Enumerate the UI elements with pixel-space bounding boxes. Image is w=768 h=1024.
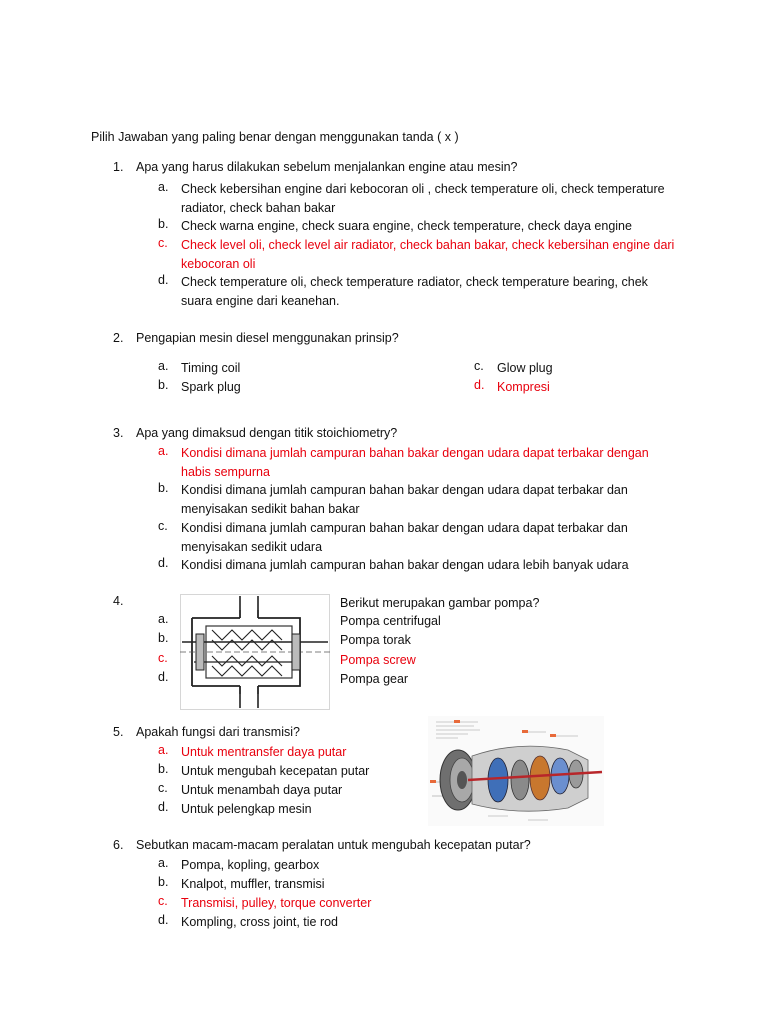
option-letter: b. bbox=[158, 875, 169, 889]
option-text: Timing coil bbox=[181, 361, 241, 375]
option-letter: a. bbox=[158, 612, 169, 626]
option-letter: d. bbox=[158, 670, 169, 684]
option-letter: c. bbox=[158, 894, 168, 908]
option-letter: d. bbox=[158, 556, 169, 570]
option-letter: b. bbox=[158, 378, 169, 392]
option-text: Check temperature oli, check temperature radiator, check temperature bearing, chek suara engine dari keanehan. bbox=[181, 275, 648, 308]
option-letter: d. bbox=[474, 378, 485, 392]
option-text: Spark plug bbox=[181, 380, 241, 394]
question-number: 6. bbox=[113, 838, 124, 852]
option-text: Kondisi dimana jumlah campuran bahan bakar dengan udara dapat terbakar dengan habis sempurna bbox=[181, 446, 649, 479]
option-text: Untuk pelengkap mesin bbox=[181, 802, 312, 816]
question-text: Apa yang dimaksud dengan titik stoichiometry? bbox=[136, 426, 398, 440]
screw-pump-diagram bbox=[180, 594, 330, 710]
option-text: Glow plug bbox=[497, 361, 553, 375]
option-text: Untuk mentransfer daya putar bbox=[181, 745, 347, 759]
option-letter: b. bbox=[158, 631, 169, 645]
question-number: 3. bbox=[113, 426, 124, 440]
option-text: Pompa centrifugal bbox=[340, 614, 441, 628]
option-letter: c. bbox=[158, 236, 168, 250]
question-number: 5. bbox=[113, 725, 124, 739]
option-text: Pompa torak bbox=[340, 633, 411, 647]
option-letter: d. bbox=[158, 273, 169, 287]
option-letter: b. bbox=[158, 481, 169, 495]
instruction-text: Pilih Jawaban yang paling benar dengan menggunakan tanda ( x ) bbox=[91, 130, 459, 144]
option-text: Check level oli, check level air radiator, check bahan bakar, check kebersihan engine dari kebocoran oli bbox=[181, 238, 675, 271]
question-number: 2. bbox=[113, 331, 124, 345]
question-text: Apa yang harus dilakukan sebelum menjalankan engine atau mesin? bbox=[136, 160, 518, 174]
option-letter: a. bbox=[158, 856, 169, 870]
option-letter: d. bbox=[158, 913, 169, 927]
option-letter: c. bbox=[474, 359, 484, 373]
option-text: Kondisi dimana jumlah campuran bahan bakar dengan udara lebih banyak udara bbox=[181, 558, 629, 572]
option-letter: c. bbox=[158, 651, 168, 665]
option-letter: b. bbox=[158, 217, 169, 231]
option-letter: c. bbox=[158, 781, 168, 795]
option-text: Knalpot, muffler, transmisi bbox=[181, 877, 325, 891]
option-letter: a. bbox=[158, 444, 169, 458]
option-text: Untuk menambah daya putar bbox=[181, 783, 343, 797]
option-text: Pompa, kopling, gearbox bbox=[181, 858, 320, 872]
option-text: Transmisi, pulley, torque converter bbox=[181, 896, 372, 910]
option-text: Kompresi bbox=[497, 380, 550, 394]
option-text: Pompa gear bbox=[340, 672, 409, 686]
option-text: Kondisi dimana jumlah campuran bahan bakar dengan udara dapat terbakar dan menyisakan sedikit udara bbox=[181, 521, 628, 554]
question-text: Apakah fungsi dari transmisi? bbox=[136, 725, 300, 739]
question-text: Sebutkan macam-macam peralatan untuk mengubah kecepatan putar? bbox=[136, 838, 531, 852]
question-number: 4. bbox=[113, 594, 124, 608]
option-text: Check warna engine, check suara engine, check temperature, check daya engine bbox=[181, 219, 632, 233]
option-text: Untuk mengubah kecepatan putar bbox=[181, 764, 370, 778]
question-text: Pengapian mesin diesel menggunakan prinsip? bbox=[136, 331, 399, 345]
option-text: Check kebersihan engine dari kebocoran oli , check temperature oli, check temperature radiator, check bahan bakar bbox=[181, 182, 665, 215]
option-letter: a. bbox=[158, 180, 169, 194]
option-letter: c. bbox=[158, 519, 168, 533]
option-letter: d. bbox=[158, 800, 169, 814]
question-number: 1. bbox=[113, 160, 124, 174]
question-text: Berikut merupakan gambar pompa? bbox=[340, 596, 540, 610]
option-letter: a. bbox=[158, 359, 169, 373]
option-letter: b. bbox=[158, 762, 169, 776]
option-text: Pompa screw bbox=[340, 653, 416, 667]
transmission-illustration bbox=[428, 716, 604, 826]
option-text: Kompling, cross joint, tie rod bbox=[181, 915, 339, 929]
option-text: Kondisi dimana jumlah campuran bahan bakar dengan udara dapat terbakar dan menyisakan sedikit bahan bakar bbox=[181, 483, 628, 516]
option-letter: a. bbox=[158, 743, 169, 757]
